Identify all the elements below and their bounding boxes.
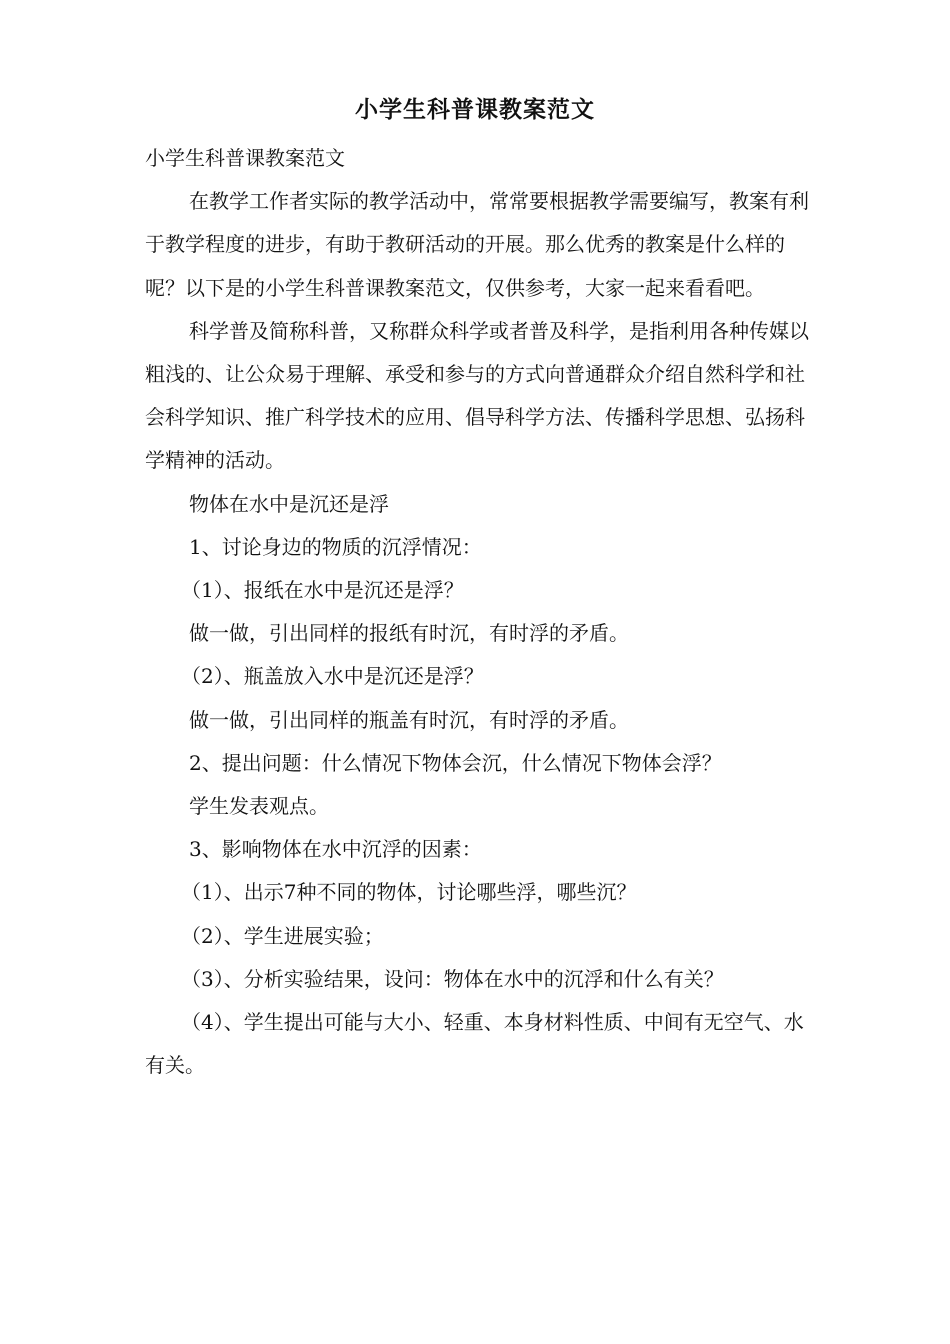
step-2-note: 学生发表观点。 (189, 794, 329, 819)
step-3-item-4: （4）、学生提出可能与大小、轻重、本身材料性质、中间有无空气、水有关。 (145, 1010, 804, 1078)
document-title: 小学生科普课教案范文 (355, 96, 595, 123)
step-1: 1、讨论身边的物质的沉浮情况： (189, 534, 482, 559)
step-1-item-1-note: 做一做，引出同样的报纸有时沉，有时浮的矛盾。 (189, 621, 629, 646)
definition-paragraph: 科学普及简称科普，又称群众科学或者普及科学，是指利用各种传媒以粗浅的、让公众易于理解、承受和参与的方式向普通群众介绍自然科学和社会科学知识、推广科学技术的应用、倡导科学方法、传播科学思想、弘扬科学精神的活动。 (145, 318, 809, 473)
step-1-item-1: （1）、报纸在水中是沉还是浮？ (181, 578, 464, 603)
subtitle-line: 小学生科普课教案范文 (145, 146, 345, 170)
step-1-item-2-note: 做一做，引出同样的瓶盖有时沉，有时浮的矛盾。 (189, 707, 629, 732)
step-2: 2、提出问题：什么情况下物体会沉，什么情况下物体会浮？ (189, 750, 722, 775)
document-body (145, 137, 810, 1087)
step-3-item-2: （2）、学生进展实验； (181, 923, 384, 948)
step-3: 3、影响物体在水中沉浮的因素： (189, 837, 482, 862)
step-3-item-1: （1）、出示7种不同的物体，讨论哪些浮，哪些沉？ (181, 880, 637, 905)
step-3-item-3: （3）、分析实验结果，设问：物体在水中的沉浮和什么有关？ (181, 966, 724, 991)
intro-paragraph: 在教学工作者实际的教学活动中，常常要根据教学需要编写，教案有利于教学程度的进步，有助于教研活动的开展。那么优秀的教案是什么样的呢？以下是的小学生科普课教案范文，仅供参考，大家一起来看看吧。 (145, 189, 809, 300)
step-1-item-2: （2）、瓶盖放入水中是沉还是浮？ (181, 664, 484, 689)
lesson-heading: 物体在水中是沉还是浮 (189, 491, 389, 516)
